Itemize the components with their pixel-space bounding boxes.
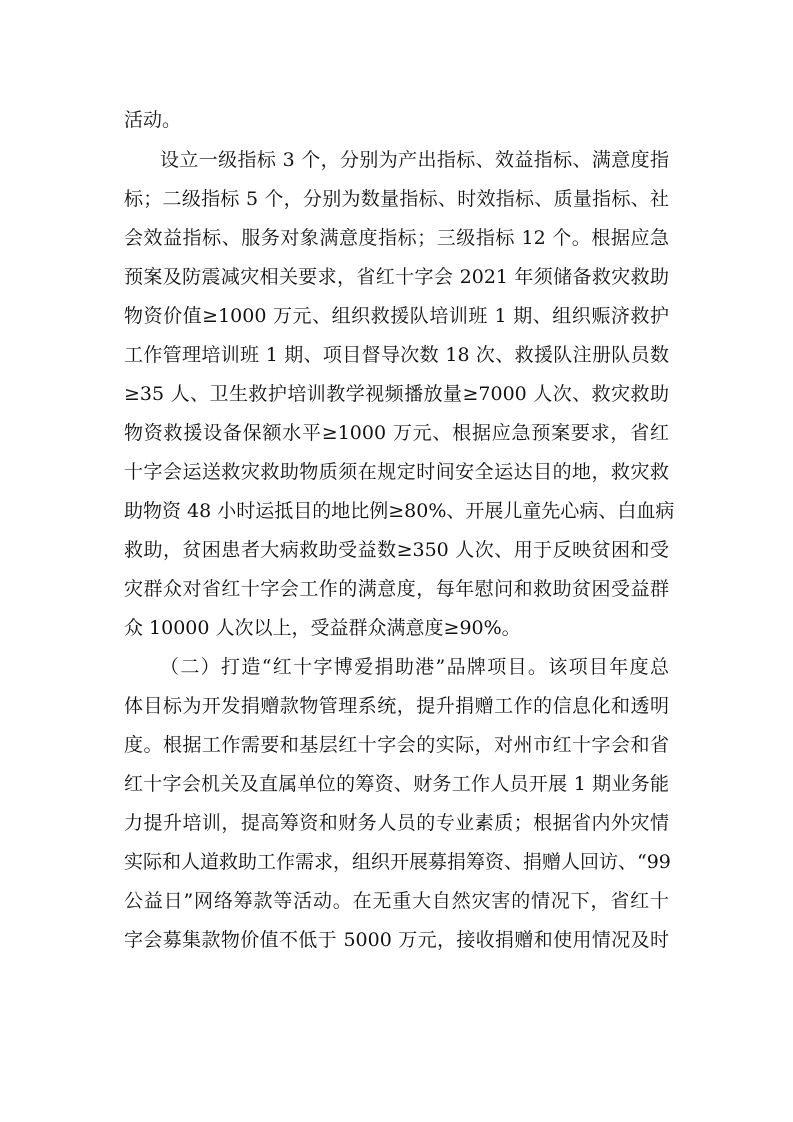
paragraph-line: 公益日”网络筹款等活动。在无重大自然灾害的情况下，省红十 xyxy=(124,890,669,912)
paragraph-line: 预案及防震减灾相关要求，省红十字会 2021 年须储备救灾救助 xyxy=(124,266,669,288)
paragraph-line: 实际和人道救助工作需求，组织开展募捐筹资、捐赠人回访、“99 xyxy=(124,851,671,873)
paragraph-line: 标；二级指标 5 个，分别为数量指标、时效指标、质量指标、社 xyxy=(124,188,669,210)
paragraph-line: 会效益指标、服务对象满意度指标；三级指标 12 个。根据应急 xyxy=(124,227,669,249)
paragraph-line: 设立一级指标 3 个，分别为产出指标、效益指标、满意度指 xyxy=(160,149,669,171)
paragraph-line: 工作管理培训班 1 期、项目督导次数 18 次、救援队注册队员数 xyxy=(124,344,669,366)
paragraph-line: 力提升培训，提高筹资和财务人员的专业素质；根据省内外灾情 xyxy=(124,812,669,834)
paragraph-line: 助物资 48 小时运抵目的地比例≥80%、开展儿童先心病、白血病 xyxy=(124,500,675,522)
paragraph-line: 度。根据工作需要和基层红十字会的实际，对州市红十字会和省 xyxy=(124,734,669,756)
paragraph-line: 红十字会机关及直属单位的筹资、财务工作人员开展 1 期业务能 xyxy=(124,773,669,795)
paragraph-line: 体目标为开发捐赠款物管理系统，提升捐赠工作的信息化和透明 xyxy=(124,695,669,717)
paragraph-line: 字会募集款物价值不低于 5000 万元，接收捐赠和使用情况及时 xyxy=(124,929,669,951)
paragraph-line: 十字会运送救灾救助物质须在规定时间安全运达目的地，救灾救 xyxy=(124,461,669,483)
paragraph-line: 物资价值≥1000 万元、组织救援队培训班 1 期、组织赈济救护 xyxy=(124,305,669,327)
paragraph-line: 物资救援设备保额水平≥1000 万元、根据应急预案要求，省红 xyxy=(124,422,669,444)
section-heading-line: （二）打造“红十字博爱捐助港”品牌项目。该项目年度总 xyxy=(160,656,669,678)
paragraph-line: 活动。 xyxy=(124,109,182,131)
paragraph-line: 众 10000 人次以上，受益群众满意度≥90%。 xyxy=(124,617,521,639)
paragraph-line: 灾群众对省红十字会工作的满意度，每年慰问和救助贫困受益群 xyxy=(124,578,669,600)
paragraph-line: ≥35 人、卫生救护培训教学视频播放量≥7000 人次、救灾救助 xyxy=(124,383,669,405)
paragraph-line: 救助，贫困患者大病救助受益数≥350 人次、用于反映贫困和受 xyxy=(124,539,669,561)
